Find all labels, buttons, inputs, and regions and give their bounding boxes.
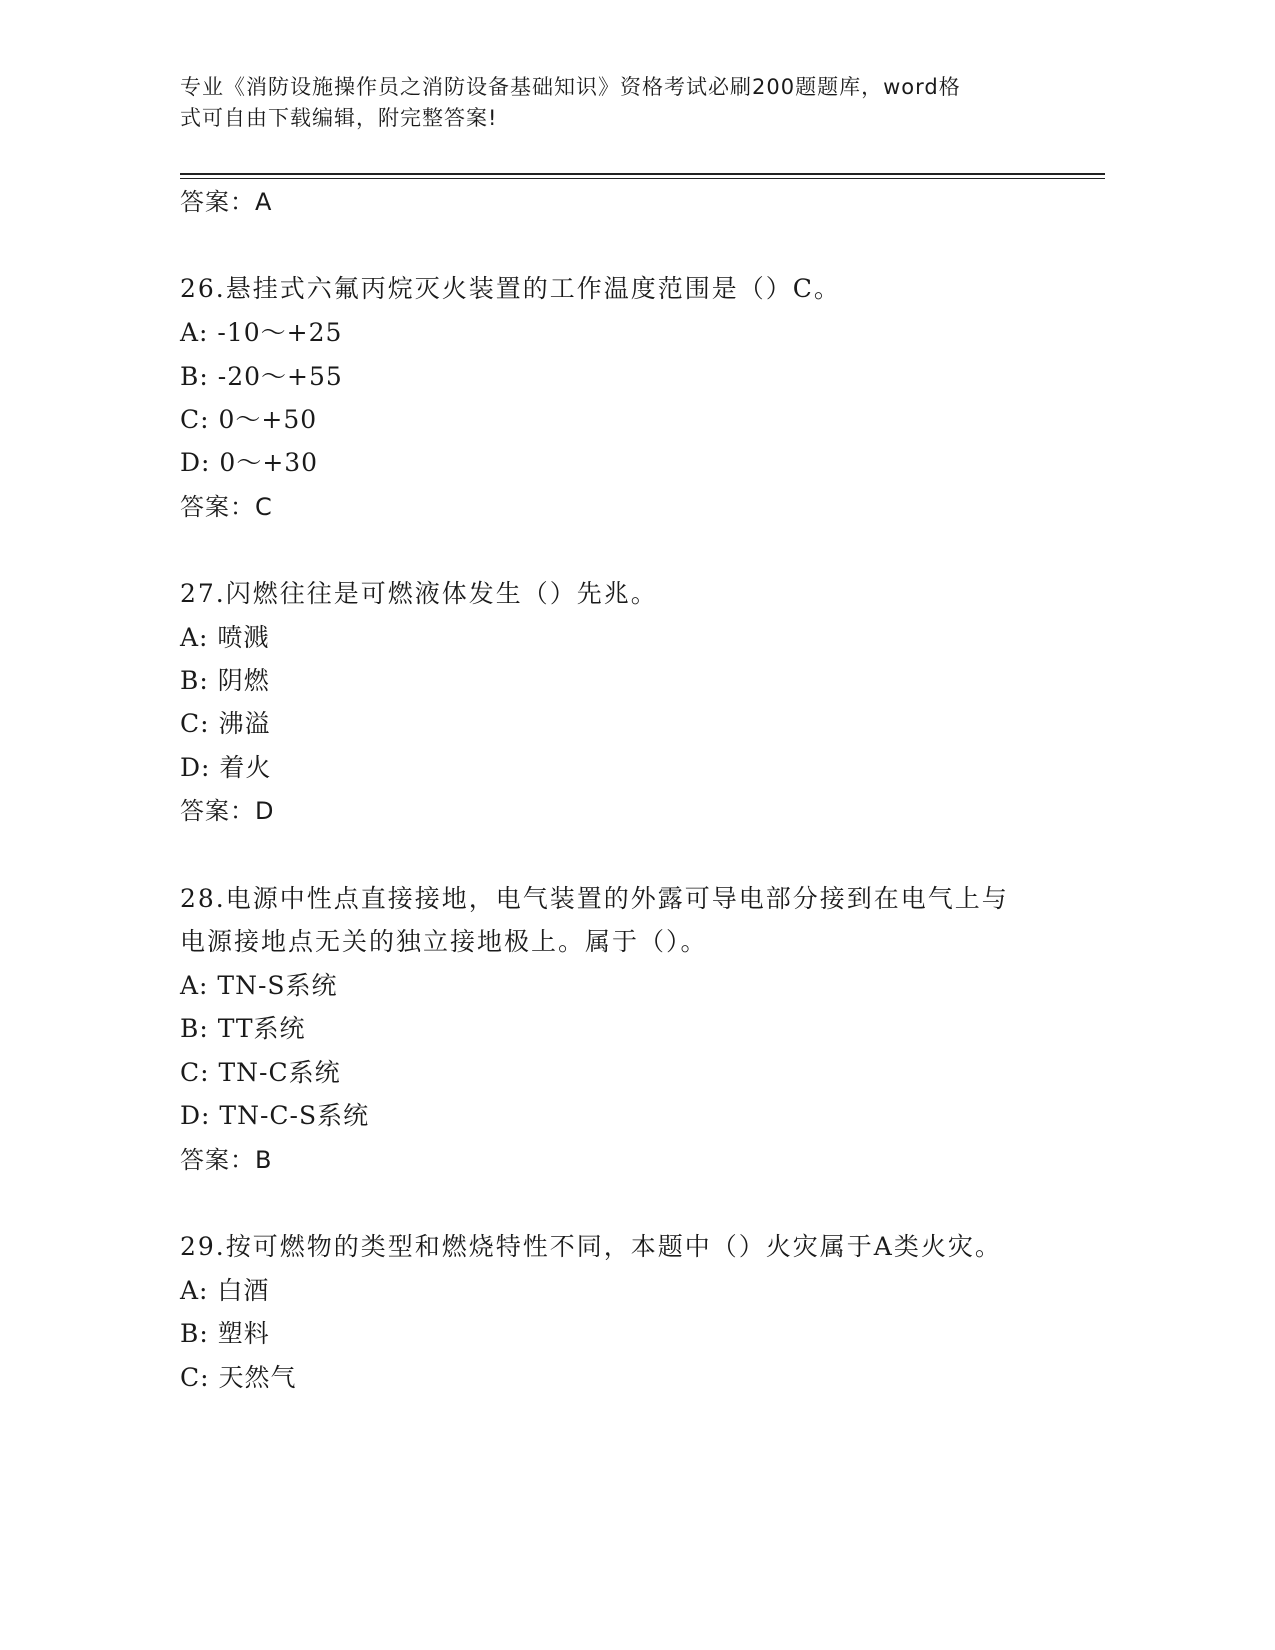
question-27-option-c: C: 沸溢 bbox=[180, 709, 271, 738]
header-title-line-1: 专业《消防设施操作员之消防设备基础知识》资格考试必刷200题题库，word格 bbox=[180, 75, 961, 99]
question-28-option-b: B: TT系统 bbox=[180, 1014, 306, 1043]
header-divider-thin bbox=[180, 178, 1105, 179]
question-28-text-line-2: 电源接地点无关的独立接地极上。属于（）。 bbox=[180, 927, 708, 956]
document-header bbox=[180, 72, 1060, 134]
question-28-option-c: C: TN-C系统 bbox=[180, 1058, 341, 1087]
question-26-option-c: C: 0～+50 bbox=[180, 405, 318, 434]
question-26-option-d: D: 0～+30 bbox=[180, 448, 319, 477]
question-27-option-d: D: 着火 bbox=[180, 753, 272, 782]
question-28-text-line-1: 28.电源中性点直接接地，电气装置的外露可导电部分接到在电气上与 bbox=[180, 884, 1009, 913]
question-27-text: 27.闪燃往往是可燃液体发生（）先兆。 bbox=[180, 579, 658, 608]
question-26-text: 26.悬挂式六氟丙烷灭火装置的工作温度范围是（）C。 bbox=[180, 274, 841, 303]
question-29-option-b: B: 塑料 bbox=[180, 1319, 270, 1348]
question-28-answer: 答案：B bbox=[180, 1146, 273, 1174]
header-title-line-2: 式可自由下载编辑，附完整答案! bbox=[180, 106, 498, 130]
question-27-answer: 答案：D bbox=[180, 797, 275, 825]
header-divider-thick bbox=[180, 173, 1105, 175]
question-29-option-a: A: 白酒 bbox=[180, 1276, 270, 1305]
question-29-text: 29.按可燃物的类型和燃烧特性不同，本题中（）火灾属于A类火灾。 bbox=[180, 1232, 1002, 1261]
answer-previous: 答案：A bbox=[180, 188, 273, 216]
question-27-option-a: A: 喷溅 bbox=[180, 623, 270, 652]
question-26-answer: 答案：C bbox=[180, 493, 273, 521]
question-28-option-a: A: TN-S系统 bbox=[180, 971, 338, 1000]
question-27-option-b: B: 阴燃 bbox=[180, 666, 270, 695]
question-26-option-a: A: -10～+25 bbox=[180, 318, 343, 347]
question-29-option-c: C: 天然气 bbox=[180, 1363, 297, 1392]
question-26-option-b: B: -20～+55 bbox=[180, 362, 343, 391]
question-28-option-d: D: TN-C-S系统 bbox=[180, 1101, 370, 1130]
